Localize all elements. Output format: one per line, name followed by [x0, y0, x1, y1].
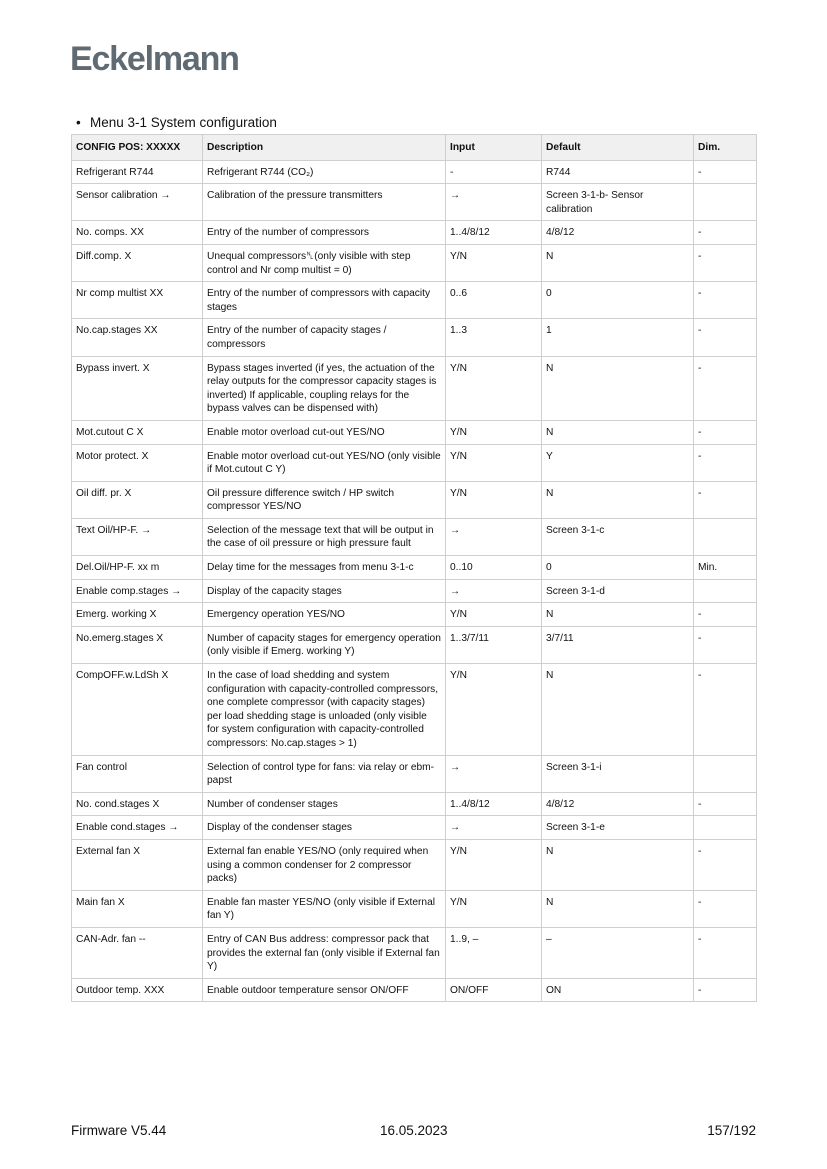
col-header-dim: Dim.: [694, 135, 757, 161]
cell-input: →: [446, 579, 542, 603]
cell-default: N: [542, 603, 694, 627]
cell-dim: -: [694, 282, 757, 319]
cell-config: No. cond.stages X: [72, 792, 203, 816]
cell-config: Outdoor temp. XXX: [72, 978, 203, 1002]
cell-description: In the case of load shedding and system configuration with capacity-controlled compressors, one complete compressor (with capacity stages) per load shedding stage is unloaded (only visible for system configuration with capacity-controlled compressors: No.cap.stages > 1): [203, 664, 446, 756]
cell-config: Main fan X: [72, 890, 203, 927]
cell-dim: -: [694, 978, 757, 1002]
cell-default: R744: [542, 160, 694, 184]
cell-default: N: [542, 356, 694, 420]
cell-config: Text Oil/HP-F. →: [72, 518, 203, 555]
cell-description: Delay time for the messages from menu 3-1-c: [203, 556, 446, 580]
cell-config: Fan control: [72, 755, 203, 792]
cell-description: Oil pressure difference switch / HP switch compressor YES/NO: [203, 481, 446, 518]
footer-firmware: Firmware V5.44: [71, 1123, 167, 1138]
cell-dim: -: [694, 603, 757, 627]
cell-dim: -: [694, 356, 757, 420]
table-row: [72, 890, 757, 927]
col-header-input: Input: [446, 135, 542, 161]
table-row: [72, 816, 757, 840]
cell-input: 0..6: [446, 282, 542, 319]
cell-description: Enable motor overload cut-out YES/NO (only visible if Mot.cutout C Y): [203, 444, 446, 481]
cell-config: CompOFF.w.LdSh X: [72, 664, 203, 756]
table-row: [72, 160, 757, 184]
cell-input: Y/N: [446, 603, 542, 627]
cell-config: Motor protect. X: [72, 444, 203, 481]
col-header-config: CONFIG POS: XXXXX: [72, 135, 203, 161]
cell-description: Refrigerant R744 (CO₂): [203, 160, 446, 184]
table-row: [72, 792, 757, 816]
cell-input: Y/N: [446, 244, 542, 281]
cell-input: 1..4/8/12: [446, 221, 542, 245]
cell-input: Y/N: [446, 356, 542, 420]
table-header-row: [72, 135, 757, 161]
cell-dim: Min.: [694, 556, 757, 580]
cell-description: Display of the capacity stages: [203, 579, 446, 603]
col-header-default: Default: [542, 135, 694, 161]
cell-default: Screen 3-1-i: [542, 755, 694, 792]
table-row: [72, 626, 757, 663]
cell-dim: -: [694, 244, 757, 281]
cell-description: Entry of the number of compressors with capacity stages: [203, 282, 446, 319]
cell-description: Unequal compressors␤(only visible with step control and Nr comp multist = 0): [203, 244, 446, 281]
col-header-description: Description: [203, 135, 446, 161]
cell-dim: [694, 579, 757, 603]
cell-input: 1..3: [446, 319, 542, 356]
cell-dim: -: [694, 890, 757, 927]
cell-config: Nr comp multist XX: [72, 282, 203, 319]
cell-default: 4/8/12: [542, 792, 694, 816]
cell-dim: -: [694, 927, 757, 978]
cell-description: Selection of control type for fans: via relay or ebm-papst: [203, 755, 446, 792]
table-row: [72, 420, 757, 444]
cell-input: Y/N: [446, 420, 542, 444]
cell-description: Entry of the number of compressors: [203, 221, 446, 245]
cell-input: →: [446, 518, 542, 555]
company-logo: Eckelmann: [70, 40, 239, 78]
cell-description: Display of the condenser stages: [203, 816, 446, 840]
cell-default: N: [542, 664, 694, 756]
cell-input: Y/N: [446, 444, 542, 481]
cell-dim: -: [694, 160, 757, 184]
table-row: [72, 927, 757, 978]
cell-default: Screen 3-1-b- Sensor calibration: [542, 184, 694, 221]
bullet: •: [76, 115, 81, 130]
cell-default: Y: [542, 444, 694, 481]
table-row: [72, 839, 757, 890]
table-row: [72, 755, 757, 792]
cell-dim: -: [694, 664, 757, 756]
cell-dim: -: [694, 839, 757, 890]
cell-input: -: [446, 160, 542, 184]
cell-dim: [694, 518, 757, 555]
cell-default: N: [542, 890, 694, 927]
cell-input: Y/N: [446, 839, 542, 890]
cell-config: Enable cond.stages →: [72, 816, 203, 840]
table-row: [72, 579, 757, 603]
cell-input: →: [446, 184, 542, 221]
cell-default: N: [542, 420, 694, 444]
table-row: [72, 978, 757, 1002]
table-row: [72, 356, 757, 420]
table-row: [72, 221, 757, 245]
cell-default: ON: [542, 978, 694, 1002]
cell-dim: -: [694, 221, 757, 245]
table-row: [72, 444, 757, 481]
table-row: [72, 556, 757, 580]
cell-config: CAN-Adr. fan --: [72, 927, 203, 978]
cell-config: Sensor calibration →: [72, 184, 203, 221]
cell-config: Diff.comp. X: [72, 244, 203, 281]
cell-description: Selection of the message text that will be output in the case of oil pressure or high pressure fault: [203, 518, 446, 555]
table-row: [72, 664, 757, 756]
cell-description: Entry of CAN Bus address: compressor pack that provides the external fan (only visible if External fan Y): [203, 927, 446, 978]
cell-config: Del.Oil/HP-F. xx m: [72, 556, 203, 580]
section-title-text: Menu 3-1 System configuration: [90, 115, 277, 130]
cell-config: Mot.cutout C X: [72, 420, 203, 444]
cell-config: Emerg. working X: [72, 603, 203, 627]
cell-dim: [694, 755, 757, 792]
table-row: [72, 518, 757, 555]
cell-config: External fan X: [72, 839, 203, 890]
cell-default: 1: [542, 319, 694, 356]
cell-description: Enable outdoor temperature sensor ON/OFF: [203, 978, 446, 1002]
cell-config: No.emerg.stages X: [72, 626, 203, 663]
cell-dim: -: [694, 481, 757, 518]
cell-description: Bypass stages inverted (if yes, the actuation of the relay outputs for the compressor capacity stages is inverted) If applicable, coupling relays for the bypass valves can be dispensed with): [203, 356, 446, 420]
cell-dim: [694, 816, 757, 840]
cell-dim: -: [694, 792, 757, 816]
cell-input: Y/N: [446, 481, 542, 518]
cell-default: 0: [542, 282, 694, 319]
cell-description: Enable motor overload cut-out YES/NO: [203, 420, 446, 444]
table-row: [72, 481, 757, 518]
cell-default: Screen 3-1-c: [542, 518, 694, 555]
cell-input: Y/N: [446, 890, 542, 927]
footer-date: 16.05.2023: [380, 1123, 448, 1138]
table-row: [72, 244, 757, 281]
cell-description: External fan enable YES/NO (only required when using a common condenser for 2 compressor packs): [203, 839, 446, 890]
cell-description: Number of capacity stages for emergency operation (only visible if Emerg. working Y): [203, 626, 446, 663]
cell-default: Screen 3-1-e: [542, 816, 694, 840]
table-row: [72, 184, 757, 221]
cell-default: –: [542, 927, 694, 978]
table-row: [72, 603, 757, 627]
footer-page-number: 157/192: [707, 1123, 756, 1138]
cell-description: Calibration of the pressure transmitters: [203, 184, 446, 221]
cell-config: Bypass invert. X: [72, 356, 203, 420]
cell-default: Screen 3-1-d: [542, 579, 694, 603]
cell-input: 1..4/8/12: [446, 792, 542, 816]
cell-dim: [694, 184, 757, 221]
cell-default: N: [542, 839, 694, 890]
cell-dim: -: [694, 420, 757, 444]
cell-default: 4/8/12: [542, 221, 694, 245]
cell-input: ON/OFF: [446, 978, 542, 1002]
cell-input: 0..10: [446, 556, 542, 580]
cell-config: Refrigerant R744: [72, 160, 203, 184]
table-row: [72, 319, 757, 356]
cell-default: N: [542, 244, 694, 281]
cell-description: Emergency operation YES/NO: [203, 603, 446, 627]
cell-description: Number of condenser stages: [203, 792, 446, 816]
cell-input: 1..3/7/11: [446, 626, 542, 663]
cell-default: 0: [542, 556, 694, 580]
cell-input: 1..9, –: [446, 927, 542, 978]
cell-input: Y/N: [446, 664, 542, 756]
cell-default: 3/7/11: [542, 626, 694, 663]
config-table: [71, 134, 757, 1002]
cell-config: Oil diff. pr. X: [72, 481, 203, 518]
cell-default: N: [542, 481, 694, 518]
cell-config: No. comps. XX: [72, 221, 203, 245]
cell-description: Entry of the number of capacity stages / compressors: [203, 319, 446, 356]
table-row: [72, 282, 757, 319]
cell-input: →: [446, 755, 542, 792]
cell-config: Enable comp.stages →: [72, 579, 203, 603]
cell-description: Enable fan master YES/NO (only visible if External fan Y): [203, 890, 446, 927]
cell-dim: -: [694, 626, 757, 663]
cell-dim: -: [694, 444, 757, 481]
cell-config: No.cap.stages XX: [72, 319, 203, 356]
section-title: [76, 115, 277, 130]
cell-input: →: [446, 816, 542, 840]
cell-dim: -: [694, 319, 757, 356]
